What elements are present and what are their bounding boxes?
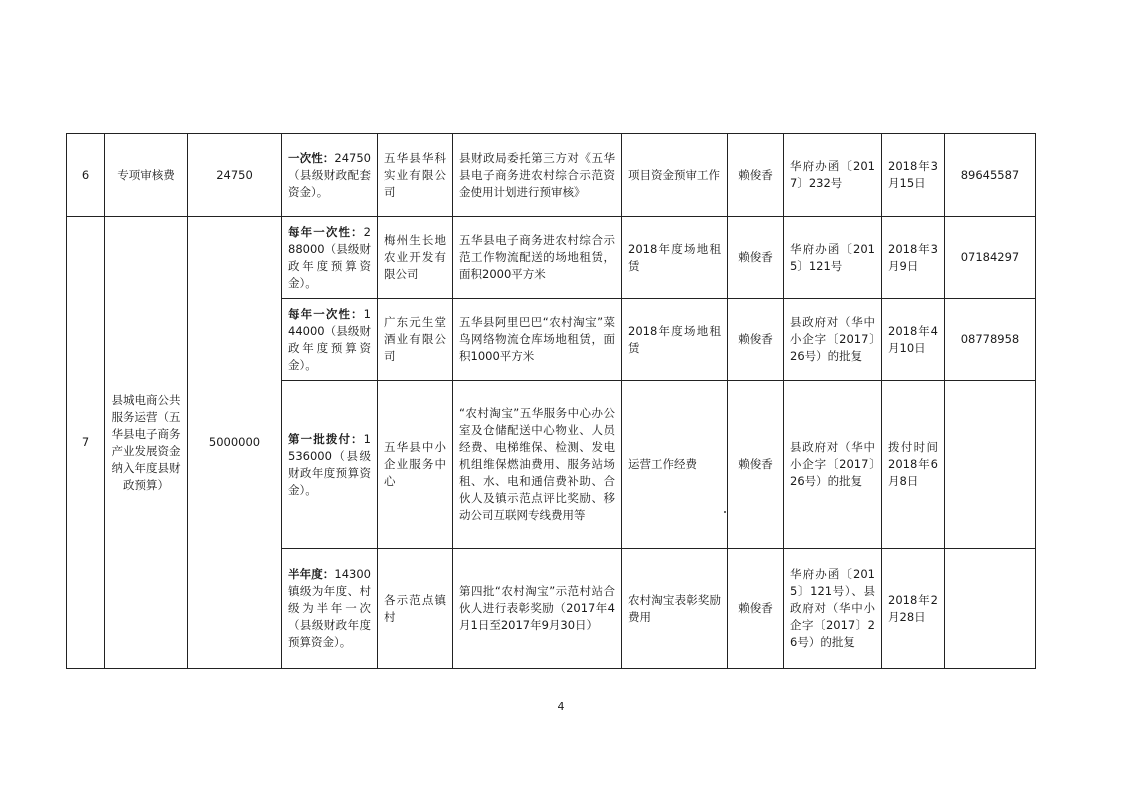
purpose: 项目资金预审工作 [622, 134, 728, 217]
payment-date: 2018年3月9日 [882, 217, 945, 299]
page-number: 4 [557, 700, 565, 713]
content: “农村淘宝”五华服务中心办公室及仓储配送中心物业、人员经费、电梯维保、检测、发电机组维保燃油费用、服务站场租、水、电和通信费补助、合伙人及镇示范点评比奖励、移动公司互联网专线费用等 [453, 381, 622, 549]
voucher-number: 07184297 [945, 217, 1036, 299]
scan-artifact [724, 511, 726, 513]
recipient: 广东元生堂酒业有限公司 [378, 299, 453, 381]
purpose: 运营工作经费 [622, 381, 728, 549]
approver: 赖俊香 [728, 549, 784, 669]
fund-source [282, 381, 378, 549]
recipient: 梅州生长地农业开发有限公司 [378, 217, 453, 299]
content: 县财政局委托第三方对《五华县电子商务进农村综合示范资金使用计划进行预审核》 [453, 134, 622, 217]
fund-table [66, 133, 1036, 669]
approver: 赖俊香 [728, 381, 784, 549]
fund-type: 每年一次性： [288, 224, 364, 239]
approver: 赖俊香 [728, 217, 784, 299]
fund-source [282, 134, 378, 217]
table-row [67, 134, 1036, 217]
fund-source [282, 549, 378, 669]
fund-type: 第一批拨付： [288, 431, 364, 446]
purpose: 2018年度场地租赁 [622, 217, 728, 299]
item-name: 专项审核费 [105, 134, 188, 217]
approval-document: 华府办函〔2015〕121号 [784, 217, 882, 299]
voucher-number [945, 381, 1036, 549]
item-amount: 24750 [188, 134, 282, 217]
fund-detail: 24750（县级财政配套资金）。 [288, 150, 371, 199]
content: 五华县电子商务进农村综合示范工作物流配送的场地租赁，面积2000平方米 [453, 217, 622, 299]
purpose: 2018年度场地租赁 [622, 299, 728, 381]
content: 五华县阿里巴巴“农村淘宝”菜鸟网络物流仓库场地租赁，面积1000平方米 [453, 299, 622, 381]
payment-date: 2018年3月15日 [882, 134, 945, 217]
item-amount: 5000000 [188, 217, 282, 669]
fund-source [282, 217, 378, 299]
approver: 赖俊香 [728, 134, 784, 217]
approval-document: 华府办函〔2015〕121号）、县政府对（华中小企字〔2017〕26号）的批复 [784, 549, 882, 669]
fund-type: 每年一次性： [288, 306, 364, 321]
row-index: 7 [67, 217, 105, 669]
content: 第四批“农村淘宝”示范村站合伙人进行表彰奖励（2017年4月1日至2017年9月30日） [453, 549, 622, 669]
payment-date: 2018年2月28日 [882, 549, 945, 669]
row-index: 6 [67, 134, 105, 217]
approval-document: 县政府对（华中小企字〔2017〕26号）的批复 [784, 299, 882, 381]
recipient: 五华县华科实业有限公司 [378, 134, 453, 217]
fund-detail: 1536000（县级财政年度预算资金）。 [288, 431, 371, 497]
item-name: 县城电商公共服务运营（五华县电子商务产业发展资金纳入年度县财政预算） [105, 217, 188, 669]
approval-document: 县政府对（华中小企字〔2017〕26号）的批复 [784, 381, 882, 549]
fund-type: 半年度： [288, 567, 335, 581]
voucher-number: 08778958 [945, 299, 1036, 381]
table-row [67, 217, 1036, 299]
purpose: 农村淘宝表彰奖励费用 [622, 549, 728, 669]
fund-source [282, 299, 378, 381]
payment-date: 2018年4月10日 [882, 299, 945, 381]
recipient: 五华县中小企业服务中心 [378, 381, 453, 549]
voucher-number: 89645587 [945, 134, 1036, 217]
payment-date: 拨付时间2018年6月8日 [882, 381, 945, 549]
approver: 赖俊香 [728, 299, 784, 381]
recipient: 各示范点镇村 [378, 549, 453, 669]
approval-document: 华府办函〔2017〕232号 [784, 134, 882, 217]
fund-type: 一次性： [288, 150, 335, 165]
fund-detail: 144000（县级财政年度预算资金）。 [288, 306, 371, 372]
fund-detail: 14300镇级为年度、村级为半年一次（县级财政年度预算资金）。 [288, 567, 371, 649]
fund-detail: 288000（县级财政年度预算资金）。 [288, 224, 371, 290]
voucher-number [945, 549, 1036, 669]
